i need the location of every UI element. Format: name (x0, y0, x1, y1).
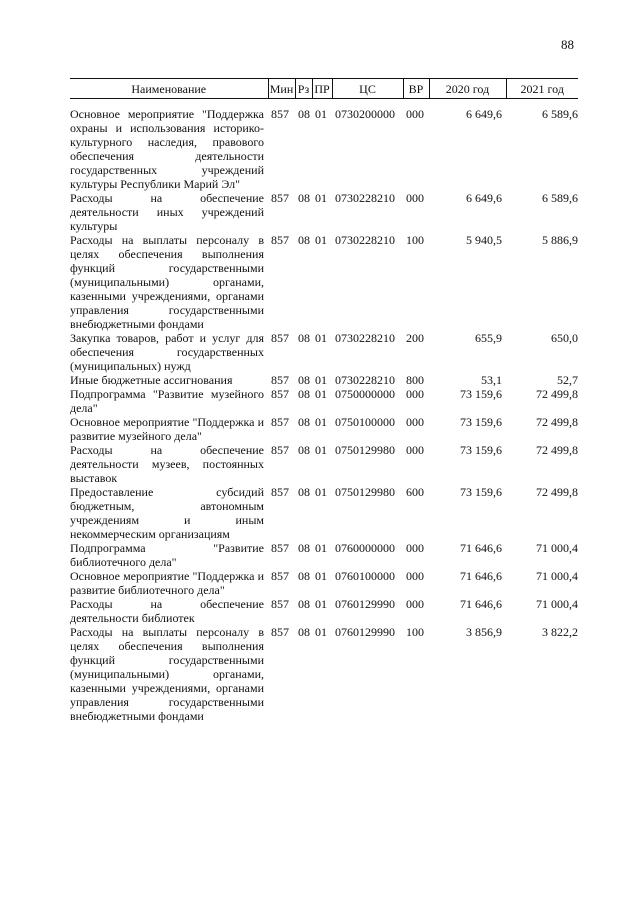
cell-2021: 6 589,6 (542, 191, 578, 205)
cell-2021: 71 000,4 (536, 597, 578, 611)
cell-pr: 01 (315, 233, 327, 247)
table-row (70, 191, 578, 233)
cell-cs: 0760000000 (335, 541, 395, 555)
table-header (70, 79, 578, 99)
cell-pr: 01 (315, 485, 327, 499)
cell-pr: 01 (315, 107, 327, 121)
cell-cs: 0730200000 (335, 107, 395, 121)
cell-vr: 800 (406, 373, 424, 387)
cell-vr: 000 (406, 191, 424, 205)
cell-2021: 650,0 (551, 331, 578, 345)
cell-cs: 0730228210 (335, 373, 395, 387)
cell-cs: 0750000000 (335, 387, 395, 401)
cell-name: Основное мероприятие "Поддержка охраны и использования историко-культурного наследия, правового обеспечения деятельности государственных учреждений культуры Республики Марий Эл" (70, 107, 264, 191)
cell-vr: 000 (406, 443, 424, 457)
cell-2020: 71 646,6 (460, 597, 502, 611)
cell-2020: 6 649,6 (466, 107, 502, 121)
cell-2020: 71 646,6 (460, 569, 502, 583)
table-row (70, 373, 578, 387)
cell-vr: 000 (406, 569, 424, 583)
cell-vr: 000 (406, 415, 424, 429)
cell-min: 857 (271, 415, 289, 429)
cell-name: Иные бюджетные ассигнования (70, 373, 233, 387)
cell-vr: 000 (406, 597, 424, 611)
cell-min: 857 (271, 443, 289, 457)
cell-cs: 0760100000 (335, 569, 395, 583)
cell-2021: 52,7 (557, 373, 578, 387)
cell-vr: 000 (406, 541, 424, 555)
cell-name: Расходы на обеспечение деятельности библиотек (70, 597, 264, 625)
cell-pr: 01 (315, 331, 327, 345)
header-vr: ВР (403, 79, 429, 99)
cell-rz: 08 (298, 485, 310, 499)
cell-2020: 73 159,6 (460, 443, 502, 457)
header-rz: Рз (295, 79, 312, 99)
cell-cs: 0730228210 (335, 331, 395, 345)
cell-2021: 72 499,8 (536, 485, 578, 499)
cell-rz: 08 (298, 597, 310, 611)
cell-rz: 08 (298, 331, 310, 345)
cell-pr: 01 (315, 387, 327, 401)
cell-min: 857 (271, 191, 289, 205)
cell-rz: 08 (298, 387, 310, 401)
cell-min: 857 (271, 541, 289, 555)
table-row (70, 625, 578, 723)
cell-cs: 0730228210 (335, 191, 395, 205)
cell-min: 857 (271, 107, 289, 121)
header-min: Мин (268, 79, 295, 99)
cell-rz: 08 (298, 541, 310, 555)
header-name: Наименование (70, 79, 268, 99)
header-2020: 2020 год (429, 79, 506, 99)
cell-pr: 01 (315, 443, 327, 457)
cell-name: Подпрограмма "Развитие музейного дела" (70, 387, 264, 415)
cell-rz: 08 (298, 191, 310, 205)
cell-name: Расходы на выплаты персоналу в целях обеспечения выполнения функций государственными (муниципальными) органами, казенными учреждениями, органами управления государственными внебюджетными фондами (70, 625, 264, 723)
cell-2020: 5 940,5 (466, 233, 502, 247)
cell-2020: 71 646,6 (460, 541, 502, 555)
cell-rz: 08 (298, 107, 310, 121)
cell-name: Основное мероприятие "Поддержка и развитие библиотечного дела" (70, 569, 264, 597)
table-row (70, 569, 578, 597)
cell-vr: 000 (406, 107, 424, 121)
table-row (70, 485, 578, 541)
cell-cs: 0750129980 (335, 443, 395, 457)
table-row (70, 443, 578, 485)
cell-cs: 0750129980 (335, 485, 395, 499)
table-row (70, 541, 578, 569)
cell-min: 857 (271, 331, 289, 345)
table-row (70, 597, 578, 625)
cell-2020: 6 649,6 (466, 191, 502, 205)
cell-2020: 655,9 (475, 331, 502, 345)
cell-name: Основное мероприятие "Поддержка и развитие музейного дела" (70, 415, 264, 443)
cell-2021: 72 499,8 (536, 443, 578, 457)
cell-2020: 73 159,6 (460, 387, 502, 401)
cell-min: 857 (271, 625, 289, 639)
cell-name: Расходы на выплаты персоналу в целях обеспечения выполнения функций государственными (муниципальными) органами, казенными учреждениями, органами управления государственными внебюджетными фондами (70, 233, 264, 331)
cell-2021: 5 886,9 (542, 233, 578, 247)
cell-min: 857 (271, 233, 289, 247)
cell-rz: 08 (298, 415, 310, 429)
table-row (70, 387, 578, 415)
table-row (70, 233, 578, 331)
cell-vr: 600 (406, 485, 424, 499)
cell-vr: 100 (406, 233, 424, 247)
cell-2020: 73 159,6 (460, 485, 502, 499)
cell-vr: 000 (406, 387, 424, 401)
cell-pr: 01 (315, 597, 327, 611)
table-body (70, 99, 578, 724)
table-row (70, 415, 578, 443)
cell-pr: 01 (315, 569, 327, 583)
cell-pr: 01 (315, 541, 327, 555)
table-row (70, 331, 578, 373)
cell-pr: 01 (315, 625, 327, 639)
cell-min: 857 (271, 387, 289, 401)
cell-2021: 6 589,6 (542, 107, 578, 121)
cell-cs: 0760129990 (335, 597, 395, 611)
cell-cs: 0760129990 (335, 625, 395, 639)
header-pr: ПР (312, 79, 332, 99)
page-number: 88 (561, 37, 574, 52)
cell-2021: 72 499,8 (536, 387, 578, 401)
cell-name: Расходы на обеспечение деятельности музеев, постоянных выставок (70, 443, 264, 485)
cell-name: Подпрограмма "Развитие библиотечного дела" (70, 541, 264, 569)
cell-2021: 71 000,4 (536, 541, 578, 555)
cell-min: 857 (271, 485, 289, 499)
cell-pr: 01 (315, 373, 327, 387)
cell-min: 857 (271, 569, 289, 583)
cell-pr: 01 (315, 415, 327, 429)
header-cs: ЦС (332, 79, 403, 99)
cell-2020: 73 159,6 (460, 415, 502, 429)
cell-name: Закупка товаров, работ и услуг для обеспечения государственных (муниципальных) нужд (70, 331, 264, 373)
cell-rz: 08 (298, 373, 310, 387)
cell-vr: 100 (406, 625, 424, 639)
cell-2021: 72 499,8 (536, 415, 578, 429)
cell-2020: 53,1 (481, 373, 502, 387)
cell-min: 857 (271, 597, 289, 611)
cell-cs: 0750100000 (335, 415, 395, 429)
table-row (70, 99, 578, 192)
cell-rz: 08 (298, 569, 310, 583)
cell-cs: 0730228210 (335, 233, 395, 247)
cell-2020: 3 856,9 (466, 625, 502, 639)
cell-rz: 08 (298, 233, 310, 247)
cell-vr: 200 (406, 331, 424, 345)
header-2021: 2021 год (506, 79, 578, 99)
budget-table (70, 78, 578, 723)
cell-rz: 08 (298, 625, 310, 639)
cell-rz: 08 (298, 443, 310, 457)
cell-pr: 01 (315, 191, 327, 205)
cell-2021: 71 000,4 (536, 569, 578, 583)
cell-name: Предоставление субсидий бюджетным, автономным учреждениям и иным некоммерческим организациям (70, 485, 264, 541)
cell-name: Расходы на обеспечение деятельности иных учреждений культуры (70, 191, 264, 233)
cell-min: 857 (271, 373, 289, 387)
cell-2021: 3 822,2 (542, 625, 578, 639)
